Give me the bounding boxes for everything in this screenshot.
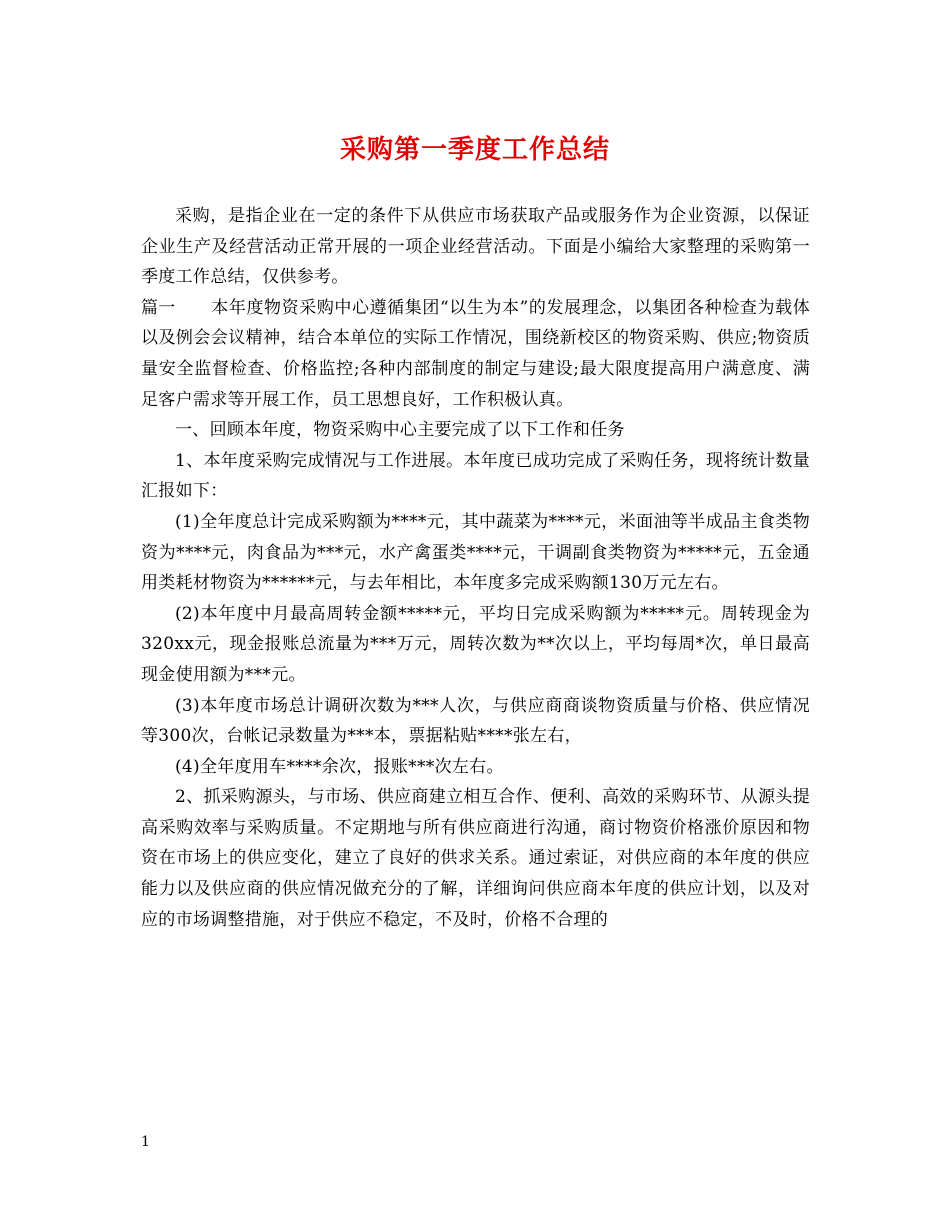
document-title: 采购第一季度工作总结 [339,135,610,165]
document-body [141,201,810,935]
section-tag: 篇一 [141,297,176,318]
section-one-text: 本年度物资采购中心遵循集团“以生为本”的发展理念，以集团各种检查为载体以及例会会议精神，结合本单位的实际工作情况，围绕新校区的物资采购、供应;物资质量安全监督检查、价格监控;各种内部制度的制定与建设;最大限度提高用户满意度、满足客户需求等开展工作，员工思想良好，工作积极认真。 [141,297,810,410]
intro-paragraph: 采购，是指企业在一定的条件下从供应市场获取产品或服务作为企业资源，以保证企业生产及经营活动正常开展的一项企业经营活动。下面是小编给大家整理的采购第一季度工作总结，仅供参考。 [141,206,810,288]
paragraph-sub-4: (4)全年度用车****余次，报账***次左右。 [175,756,504,777]
paragraph-item-2: 2、抓采购源头，与市场、供应商建立相互合作、便利、高效的采购环节、从源头提高采购效率与采购质量。不定期地与所有供应商进行沟通，商讨物资价格涨价原因和物资在市场上的供应变化，建立了良好的供求关系。通过索证，对供应商的本年度的供应能力以及供应商的供应情况做充分的了解，详细询问供应商本年度的供应计划，以及对应的市场调整措施，对于供应不稳定，不及时，价格不合理的 [141,787,810,930]
paragraph-sub-3: (3)本年度市场总计调研次数为***人次，与供应商商谈物资质量与价格、供应情况等300次，台帐记录数量为***本，票据粘贴****张左右， [141,695,810,747]
heading-review: 一、回顾本年度，物资采购中心主要完成了以下工作和任务 [175,420,625,441]
section-one-paragraph [141,293,810,415]
paragraph-sub-2: (2)本年度中月最高周转金额*****元，平均日完成采购额为*****元。周转现金为320xx元，现金报账总流量为***万元，周转次数为**次以上，平均每周*次，单日最高现金使用额为***元。 [141,603,810,685]
paragraph-item-1: 1、本年度采购完成情况与工作进展。本年度已成功完成了采购任务，现将统计数量汇报如下： [141,450,810,502]
page-number: 1 [141,1134,150,1150]
paragraph-sub-1: (1)全年度总计完成采购额为****元，其中蔬菜为****元，米面油等半成品主食类物资为****元，肉食品为***元，水产禽蛋类****元，干调副食类物资为*****元，五金通用类耗材物资为******元，与去年相比，本年度多完成采购额130万元左右。 [141,511,810,594]
